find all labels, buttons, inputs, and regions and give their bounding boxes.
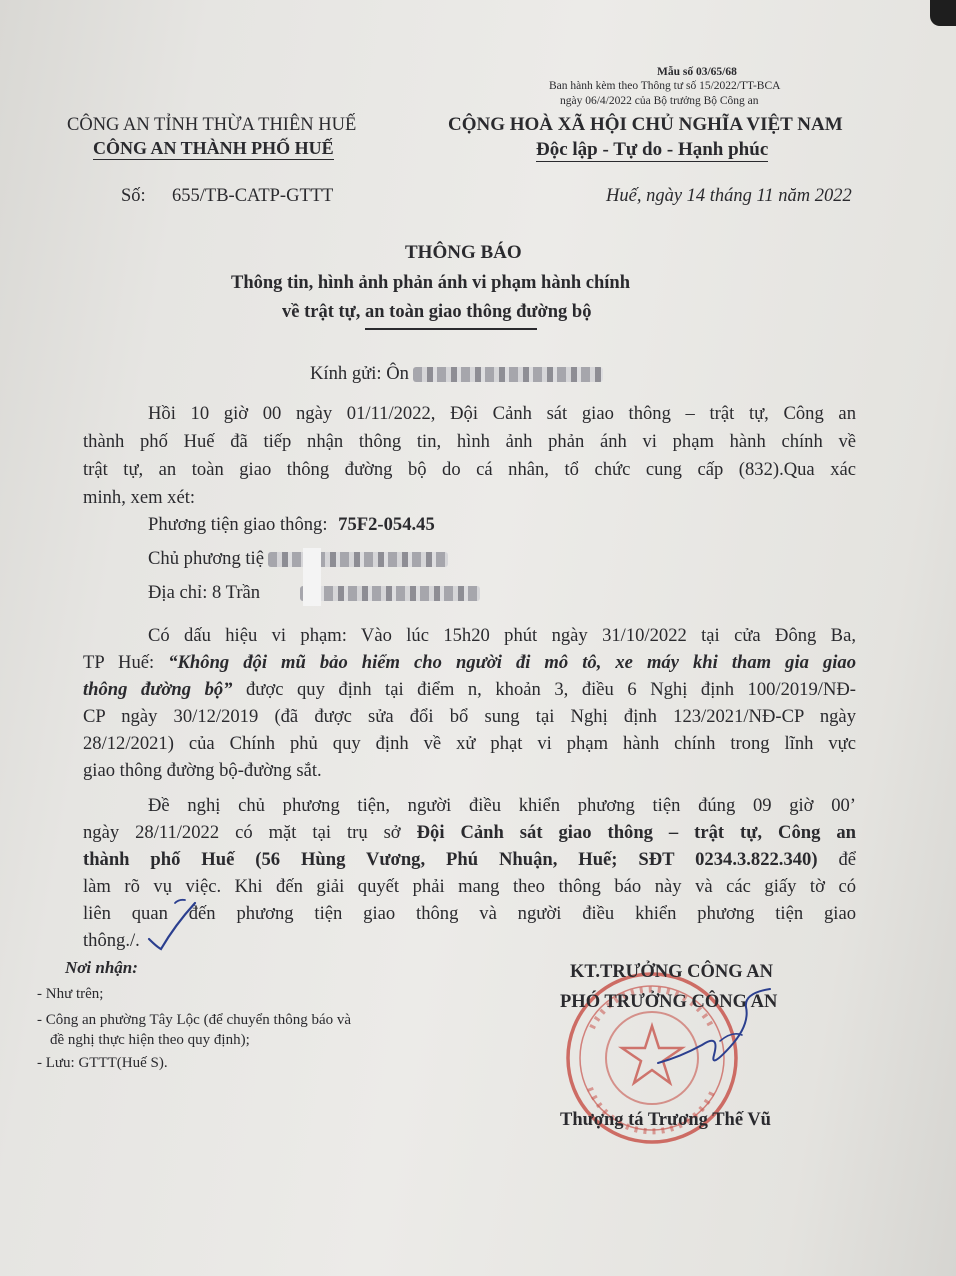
owner-label: Chủ phương tiệ [148, 548, 264, 569]
nation-motto [536, 139, 768, 161]
body-p1-line1: Hồi 10 giờ 00 ngày 01/11/2022, Đội Cảnh sát giao thông – trật tự, Công an [148, 403, 856, 424]
doc-number-label: Số: [121, 186, 146, 206]
body-p3-line5: liên quan đến phương tiện giao thông và người điều khiển phương tiện giao [83, 903, 856, 924]
recipients-title: Nơi nhận: [65, 958, 138, 977]
title-rule [365, 328, 537, 330]
recipients-item-2b: đề nghị thực hiện theo quy định); [50, 1032, 250, 1048]
vehicle-plate: 75F2-054.45 [338, 514, 435, 535]
signature-line-1: KT.TRƯỞNG CÔNG AN [570, 962, 773, 982]
form-issue-date: ngày 06/4/2022 của Bộ trưởng Bộ Công an [560, 95, 759, 107]
recipients-item-1: - Như trên; [37, 986, 104, 1002]
body-p2-line2 [83, 649, 856, 676]
body-p3-line6: thông./. [83, 930, 140, 951]
signature-icon [650, 985, 790, 1075]
body-p2-line3 [83, 676, 856, 703]
signature-line-2: PHÓ TRƯỞNG CÔNG AN [560, 992, 778, 1012]
form-issue-note: Ban hành kèm theo Thông tư số 15/2022/TT-BCA [549, 80, 781, 92]
p2-place: TP Huế: [83, 652, 169, 673]
body-p3-line1: Đề nghị chủ phương tiện, người điều khiển phương tiện đúng 09 giờ 00’ [148, 795, 856, 816]
redaction-bar [303, 548, 321, 606]
body-p2-line4: CP ngày 30/12/2019 (đã được sửa đổi bổ sung tại Nghị định 123/2021/NĐ-CP ngày [83, 706, 856, 727]
agency-parent: CÔNG AN TỈNH THỪA THIÊN HUẾ [67, 115, 357, 135]
body-p2-line6: giao thông đường bộ-đường sắt. [83, 760, 322, 781]
p2-regulation: được quy định tại điểm n, khoản 3, điều 6 Nghị định 100/2019/NĐ- [232, 679, 856, 700]
address-redacted [300, 586, 480, 601]
p3-date-location: ngày 28/11/2022 có mặt tại trụ sở [83, 822, 417, 843]
form-number: Mẫu số 03/65/68 [657, 66, 737, 78]
agency-name-text: CÔNG AN THÀNH PHỐ HUẾ [93, 138, 334, 158]
address-label: Địa chỉ: 8 Trần [148, 582, 261, 603]
vehicle-label: Phương tiện giao thông: [148, 514, 328, 535]
body-p2-line5: 28/12/2021) của Chính phủ quy định về xử phạt vi phạm hành chính trong lĩnh vực [83, 733, 856, 754]
recipients-item-3: - Lưu: GTTT(Huế S). [37, 1055, 168, 1071]
owner-name-redacted [268, 552, 448, 567]
body-p3-line2 [83, 819, 856, 846]
p2-violation-quote-end: thông đường bộ” [83, 679, 233, 700]
recipients-item-2a: - Công an phường Tây Lộc (để chuyển thông báo và [37, 1012, 352, 1028]
p3-office: Đội Cảnh sát giao thông – trật tự, Công an [416, 822, 856, 843]
dark-corner [930, 0, 956, 26]
body-p1-line4: minh, xem xét: [83, 487, 196, 508]
recipient-label: Kính gửi: Ôn [310, 363, 409, 384]
p3-to: để [817, 849, 856, 870]
owner-line [148, 548, 448, 570]
place-date: Huế, ngày 14 tháng 11 năm 2022 [606, 186, 852, 206]
body-p3-line3 [83, 846, 856, 873]
doc-subtitle-2-text: về trật tự, an toàn giao thông đường bộ [282, 302, 592, 322]
signer-name: Thượng tá Trương Thế Vũ [560, 1110, 771, 1130]
recipient-line [310, 363, 603, 385]
nation-title: CỘNG HOÀ XÃ HỘI CHỦ NGHĨA VIỆT NAM [448, 114, 843, 135]
checkmark-icon [145, 895, 205, 955]
recipient-name-redacted [413, 367, 603, 382]
body-p3-line4: làm rõ vụ việc. Khi đến giải quyết phải mang theo thông báo này và các giấy tờ có [83, 876, 856, 897]
agency-name [93, 138, 334, 159]
nation-motto-text: Độc lập - Tự do - Hạnh phúc [536, 139, 769, 160]
p3-address: thành phố Huế (56 Hùng Vương, Phú Nhuận, Huế; SĐT 0234.3.822.340) [83, 849, 818, 870]
p2-violation-quote: “Không đội mũ bảo hiểm cho người đi mô tô, xe máy khi tham gia giao [168, 652, 856, 673]
doc-subtitle-1: Thông tin, hình ảnh phản ánh vi phạm hành chính [231, 273, 630, 293]
doc-number-value: 655/TB-CATP-GTTT [172, 186, 334, 206]
doc-subtitle-2 [282, 302, 591, 323]
body-p1-line2: thành phố Huế đã tiếp nhận thông tin, hình ảnh phản ánh vi phạm hành chính về [83, 431, 856, 452]
doc-title: THÔNG BÁO [405, 242, 522, 263]
body-p2-line1: Có dấu hiệu vi phạm: Vào lúc 15h20 phút ngày 31/10/2022 tại cửa Đông Ba, [148, 625, 856, 646]
body-p1-line3: trật tự, an toàn giao thông đường bộ do cá nhân, tổ chức cung cấp (832).Qua xác [83, 459, 856, 480]
vehicle-line [148, 514, 435, 536]
